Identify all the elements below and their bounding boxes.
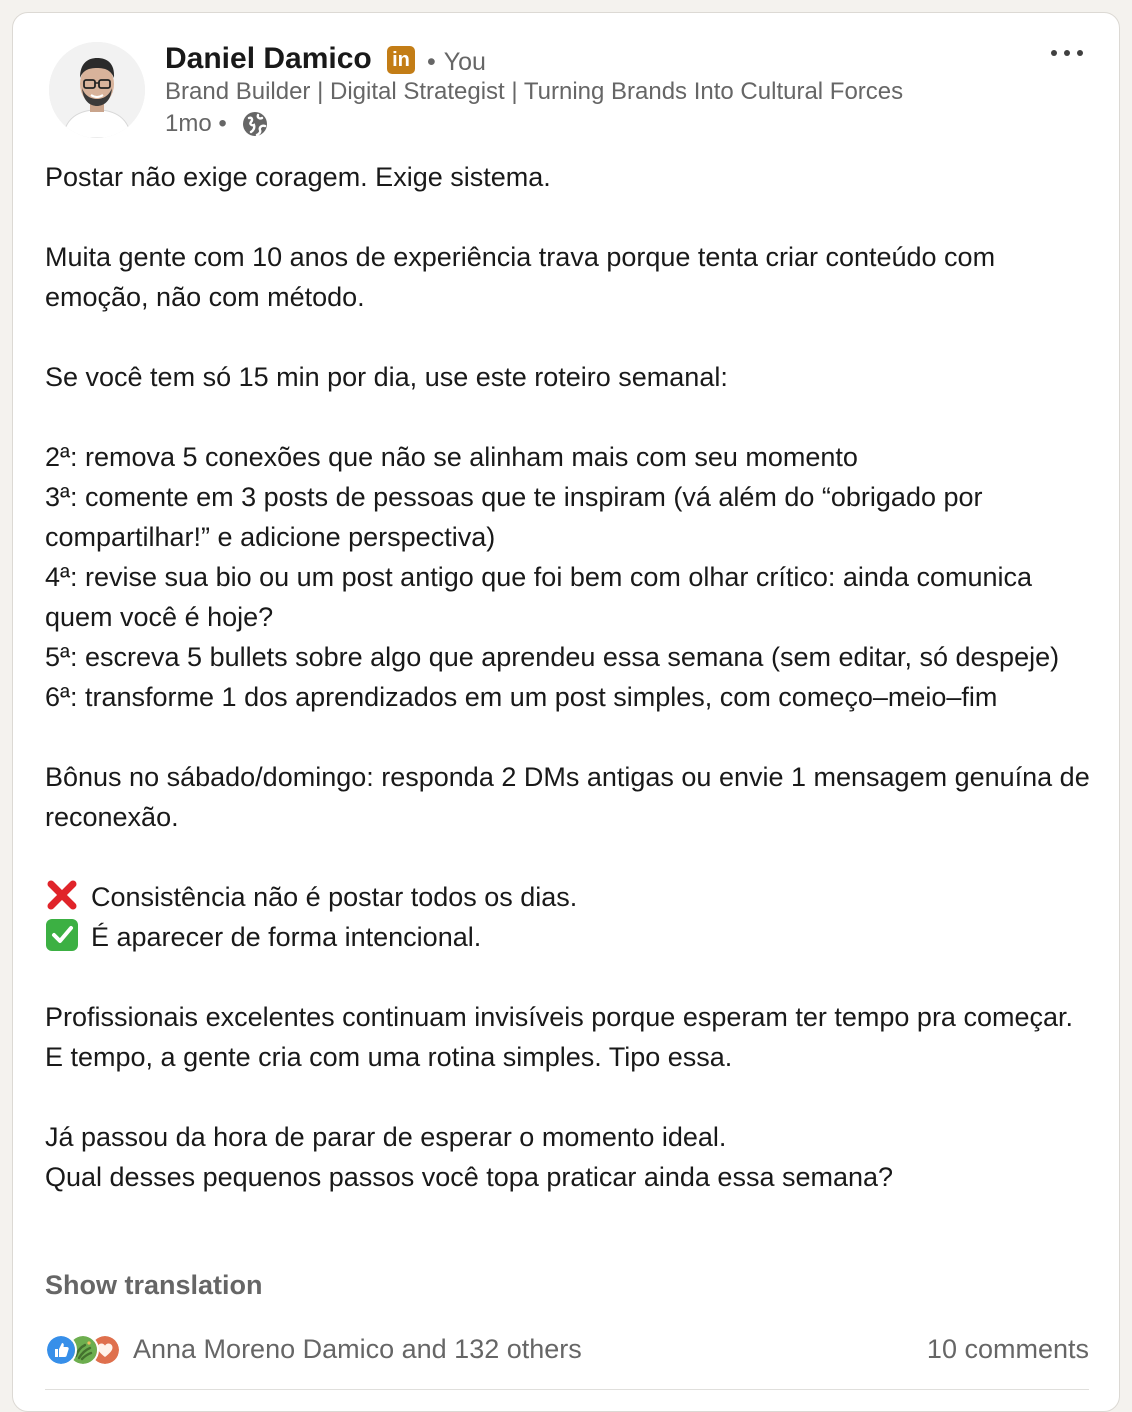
post-paragraph: Qual desses pequenos passos você topa praticar ainda essa semana? — [45, 1162, 894, 1192]
linkedin-premium-badge-icon: in — [387, 46, 415, 74]
routine-item: 2ª: remova 5 conexões que não se alinham mais com seu momento — [45, 442, 858, 472]
reaction-icons — [45, 1334, 125, 1364]
like-icon — [45, 1334, 77, 1366]
cross-line-text: Consistência não é postar todos os dias. — [91, 882, 578, 912]
ellipsis-icon — [1050, 49, 1084, 57]
author-relation: • You — [427, 48, 486, 76]
post-card — [12, 12, 1120, 1412]
check-line-text: É aparecer de forma intencional. — [91, 922, 482, 952]
post-paragraph: Muita gente com 10 anos de experiência trava porque tenta criar conteúdo com emoção, não com método. — [45, 242, 1003, 312]
show-translation-button[interactable]: Show translation — [45, 1270, 263, 1300]
you-label: You — [443, 48, 486, 76]
post-paragraph: Já passou da hora de parar de esperar o momento ideal. — [45, 1122, 727, 1152]
post-paragraph: Bônus no sábado/domingo: responda 2 DMs antigas ou envie 1 mensagem genuína de reconexão. — [45, 762, 1098, 832]
cross-mark-icon — [45, 878, 79, 912]
check-line — [45, 917, 1093, 957]
author-name[interactable]: Daniel Damico — [165, 42, 372, 75]
weekly-routine-list — [45, 437, 1093, 717]
closing-lines — [45, 1117, 1093, 1197]
divider — [45, 1389, 1089, 1390]
post-paragraph: Postar não exige coragem. Exige sistema. — [45, 162, 551, 192]
more-options-button[interactable] — [1043, 35, 1091, 71]
reactions-summary[interactable] — [45, 1331, 582, 1367]
post-paragraph: Profissionais excelentes continuam invisíveis porque esperam ter tempo pra começar. E tempo, a gente cria com uma rotina simples. Tipo essa. — [45, 1002, 1081, 1072]
avatar-photo — [49, 42, 145, 138]
author-headline: Brand Builder | Digital Strategist | Turning Brands Into Cultural Forces — [165, 78, 904, 105]
post-body — [45, 157, 1098, 1197]
post-time: 1mo — [165, 110, 212, 137]
routine-item: 3ª: comente em 3 posts de pessoas que te inspiram (vá além do “obrigado por compartilhar!” e adicione perspectiva) — [45, 482, 991, 552]
comments-count-link[interactable]: 10 comments — [926, 1334, 1089, 1364]
post-paragraph: Se você tem só 15 min por dia, use este roteiro semanal: — [45, 362, 728, 392]
routine-item: 4ª: revise sua bio ou um post antigo que foi bem com olhar crítico: ainda comunica quem você é hoje? — [45, 562, 1040, 632]
routine-item: 6ª: transforme 1 dos aprendizados em um post simples, com começo–meio–fim — [45, 682, 998, 712]
globe-icon — [241, 110, 269, 138]
cross-line — [45, 877, 1093, 917]
post-meta: 1mo • — [165, 110, 227, 137]
emoji-lines — [45, 877, 1093, 957]
reactions-count[interactable]: Anna Moreno Damico and 132 others — [133, 1333, 582, 1364]
author-avatar[interactable] — [49, 42, 145, 138]
routine-item: 5ª: escreva 5 bullets sobre algo que aprendeu essa semana (sem editar, só despeje) — [45, 642, 1060, 672]
check-mark-icon — [45, 918, 79, 952]
